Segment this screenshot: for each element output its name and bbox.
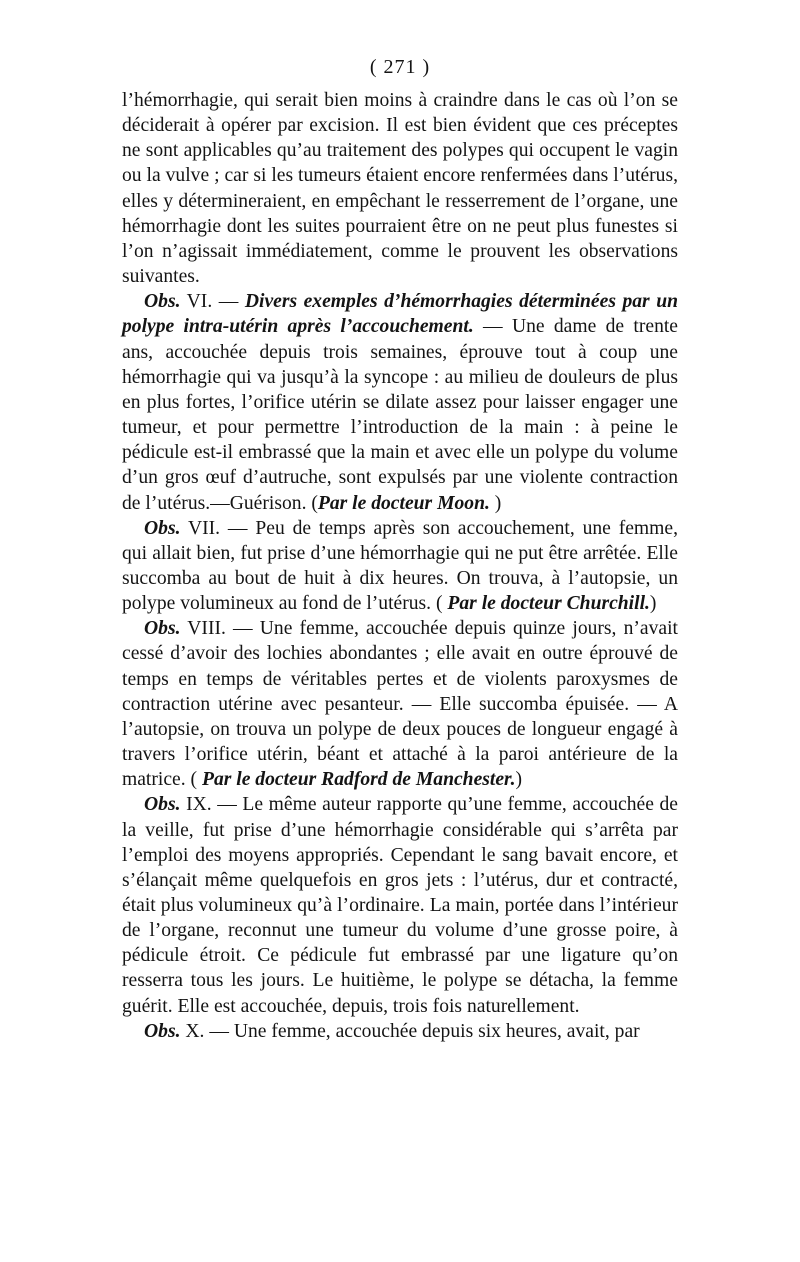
body-text (122, 88, 678, 1044)
obs-label: Obs. (144, 618, 181, 640)
obs-citation: Par le docteur Moon. (317, 492, 490, 514)
obs-label: Obs. (144, 794, 181, 816)
obs-citation: Par le docteur Radford de Manchester. (201, 769, 516, 791)
observation-10 (122, 1019, 678, 1044)
observation-6 (122, 289, 678, 515)
intro-paragraph (122, 88, 678, 289)
obs-heading: Divers exemples d’hémorrhagies déterminées par un polype intra-utérin après l’accouchement. (122, 291, 678, 338)
obs-text: VII. — Peu de temps après son accouchement, une femme, qui allait bien, fut prise d’une hémorrhagie qui ne put être arrêtée. Elle succomba au bout de huit à dix heures. On trouva, à l’autopsie, un polype volumineux au fond de l’utérus. ( (122, 517, 679, 615)
observation-8 (122, 616, 678, 792)
obs-citation-close: ) (494, 492, 502, 514)
intro-text: l’hémorrhagie, qui serait bien moins à craindre dans le cas où l’on se déciderait à opérer par excision. Il est bien évident que ces préceptes ne sont applicables qu’au traitement des polypes qui occupent le vagin ou la vulve ; car si les tumeurs étaient encore renfermées dans l’utérus, elles y détermineraient, en empêchant le resserrement de l’organe, une hémorrhagie dont les suites pourraient être on ne peut plus funestes si l’on n’agissait immédiatement, comme le prouvent les observations suivantes. (122, 90, 678, 288)
obs-number: VI. — (186, 291, 239, 313)
obs-label: Obs. (144, 291, 181, 313)
observation-7 (122, 516, 678, 617)
obs-citation-close: ) (649, 593, 657, 615)
obs-text: VIII. — Une femme, accouchée depuis quinze jours, n’avait cessé d’avoir des lochies abondantes ; elle avait en outre éprouvé de temps en temps de véritables pertes et de violents paroxysmes de contraction utérine avec pesanteur. — Elle succomba épuisée. — A l’autopsie, on trouva un polype de deux pouces de longueur engagé à travers l’orifice utérin, béant et attaché à la paroi antérieure de la matrice. ( (122, 618, 678, 791)
observation-9 (122, 792, 678, 1018)
obs-text: IX. — Le même auteur rapporte qu’une femme, accouchée de la veille, fut prise d’une hémorrhagie considérable qui s’arrêta par l’emploi des moyens appropriés. Cependant le sang bavait encore, et s’élançait même quelquefois en gros jets : l’utérus, dur et contracté, était plus volumineux qu’à l’ordinaire. La main, portée dans l’intérieur de l’organe, reconnut une tumeur du volume d’une grosse poire, à pédicule étroit. Ce pédicule fut embrassé par une ligature qu’on resserra tous les jours. Le huitième, le polype se détacha, la femme guérit. Elle est accouchée, depuis, trois fois naturellement. (122, 794, 679, 1017)
obs-citation: Par le docteur Churchill. (447, 593, 650, 615)
obs-text: — Une dame de trente ans, accouchée depuis trois semaines, éprouve tout à coup une hémorrhagie qui va jusqu’à la syncope : au milieu de douleurs de plus en plus fortes, l’orifice utérin se dilate assez pour laisser engager une tumeur, et pour permettre l’introduction de la main : à peine le pédicule est-il embrassé que la main et avec elle un polype du volume d’un gros œuf d’autruche, sont expulsés par une violente contraction de l’utérus.—Guérison. ( (122, 316, 679, 514)
obs-citation-close: ) (515, 769, 523, 791)
obs-text: X. — Une femme, accouchée depuis six heures, avait, par (185, 1020, 640, 1042)
obs-label: Obs. (144, 517, 181, 539)
page-number: ( 271 ) (369, 56, 431, 78)
obs-label: Obs. (144, 1020, 181, 1042)
